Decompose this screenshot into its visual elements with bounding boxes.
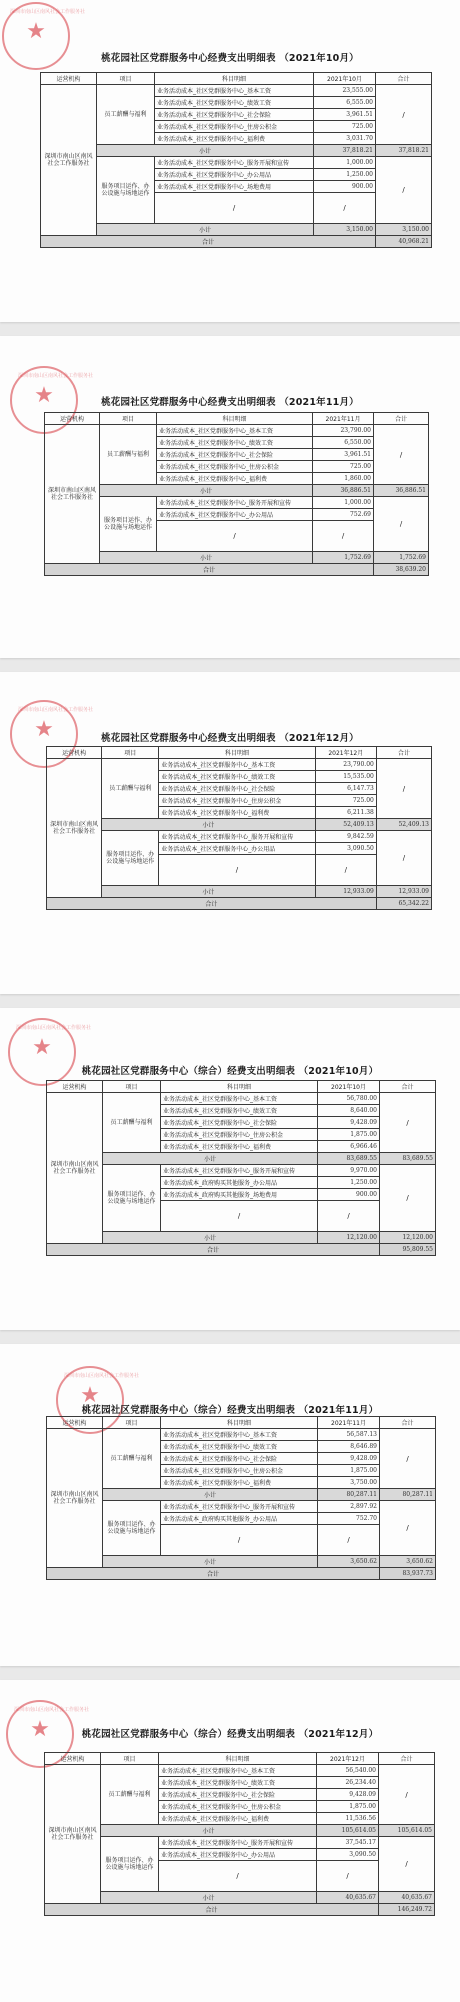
- subtotal-row: [47, 886, 432, 898]
- line-item-amount: 56,780.00: [318, 1093, 380, 1105]
- line-item-amount: 3,031.70: [314, 133, 376, 145]
- expense-table: [46, 1080, 436, 1256]
- line-item-amount: 23,555.00: [314, 85, 376, 97]
- line-item-name: 业务活动成本_社区党群服务中心_福利费: [159, 807, 315, 819]
- total-slash: /: [376, 831, 431, 886]
- line-item-name: 业务活动成本_社区党群服务中心_福利费: [161, 1141, 318, 1153]
- line-item-name: 业务活动成本_社区党群服务中心_服务开展和宣传: [159, 831, 315, 843]
- subtotal-total: 83,689.55: [380, 1153, 436, 1165]
- category-staff: 员工薪酬与福利: [97, 85, 155, 145]
- table-header: [47, 747, 432, 759]
- category-service: 服务项目运作、办公设施与场地运作: [101, 1837, 159, 1892]
- line-item-name: 业务活动成本_社区党群服务中心_住房公积金: [155, 121, 314, 133]
- grand-total-amount: 38,639.20: [374, 564, 429, 576]
- line-item-amount: 11,536.56: [317, 1813, 379, 1825]
- line-item-name: 业务活动成本_社区党群服务中心_社会保险: [161, 1453, 318, 1465]
- table-row: [47, 1165, 436, 1177]
- line-item-name: 业务活动成本_政府购买其他服务_办公用品: [161, 1513, 318, 1525]
- line-item-amount: 900.00: [318, 1189, 380, 1201]
- table-header: [45, 1753, 435, 1765]
- seal-text: 深圳市南山区南风社会工作服务社: [18, 373, 94, 379]
- line-item-name: 业务活动成本_社区党群服务中心_基本工资: [161, 1093, 318, 1105]
- header-total: 合计: [380, 1081, 436, 1093]
- subtotal-total: 3,650.62: [380, 1556, 436, 1568]
- line-item-name: 业务活动成本_社区党群服务中心_绩效工资: [159, 771, 315, 783]
- total-label: 合计: [45, 564, 374, 576]
- line-item-name: 业务活动成本_社区党群服务中心_基本工资: [159, 1765, 317, 1777]
- subtotal-amount: 1,752.69: [313, 552, 374, 564]
- line-item-amount: 3,961.51: [314, 109, 376, 121]
- header-org: 运营机构: [47, 747, 102, 759]
- line-item-name: 业务活动成本_社区党群服务中心_社会保险: [155, 109, 314, 121]
- line-item-amount: 1,250.00: [318, 1177, 380, 1189]
- subtotal-label: 小计: [101, 1825, 317, 1837]
- grand-total-amount: 95,809.55: [380, 1244, 436, 1256]
- blank-slash: /: [313, 521, 374, 552]
- table-row: [47, 831, 432, 843]
- line-item-name: 业务活动成本_社区党群服务中心_社会保险: [159, 783, 315, 795]
- subtotal-label: 小计: [102, 886, 316, 898]
- blank-slash: /: [318, 1525, 380, 1556]
- line-item-amount: 752.70: [318, 1513, 380, 1525]
- subtotal-label: 小计: [103, 1489, 318, 1501]
- expense-table: [46, 746, 432, 910]
- line-item-amount: 6,555.00: [314, 97, 376, 109]
- category-service: 服务项目运作、办公设施与场地运作: [103, 1501, 161, 1556]
- subtotal-total: 1,752.69: [374, 552, 429, 564]
- total-label: 合计: [47, 1568, 380, 1580]
- subtotal-row: [47, 1489, 436, 1501]
- header-item: 项目: [103, 1417, 161, 1429]
- line-item-amount: 725.00: [314, 121, 376, 133]
- seal-text: 深圳市南山区南风社会工作服务社: [16, 1025, 92, 1031]
- seal-star-icon: ★: [34, 717, 54, 742]
- table-header: [45, 413, 429, 425]
- subtotal-label: 小计: [100, 552, 313, 564]
- line-item-name: 业务活动成本_社区党群服务中心_绩效工资: [157, 437, 313, 449]
- table-header: [41, 73, 432, 85]
- statement-page: [0, 336, 460, 658]
- grand-total-row: [45, 564, 429, 576]
- seal-star-icon: ★: [32, 1035, 52, 1060]
- operating-org: 深圳市南山区南风社会工作服务社: [45, 425, 100, 564]
- subtotal-row: [45, 1825, 435, 1837]
- subtotal-amount: 80,287.11: [318, 1489, 380, 1501]
- subtotal-amount: 37,818.21: [314, 145, 376, 157]
- line-item-name: 业务活动成本_社区党群服务中心_住房公积金: [157, 461, 313, 473]
- header-total: 合计: [380, 1417, 436, 1429]
- subtotal-total: 3,150.00: [376, 224, 432, 236]
- grand-total-amount: 40,968.21: [376, 236, 432, 248]
- line-item-name: 业务活动成本_社区党群服务中心_社会保险: [161, 1117, 318, 1129]
- header-org: 运营机构: [45, 413, 100, 425]
- line-item-name: 业务活动成本_政府购买其他服务_办公用品: [161, 1177, 318, 1189]
- blank-slash: /: [314, 193, 376, 224]
- line-item-name: 业务活动成本_政府购买其他服务_场地费用: [161, 1189, 318, 1201]
- line-item-name: 业务活动成本_社区党群服务中心_绩效工资: [161, 1105, 318, 1117]
- line-item-amount: 1,875.00: [318, 1129, 380, 1141]
- category-service: 服务项目运作、办公设施与场地运作: [97, 157, 155, 224]
- header-month: 2021年12月: [317, 1753, 379, 1765]
- subtotal-total: 105,614.05: [379, 1825, 435, 1837]
- line-item-amount: 1,860.00: [313, 473, 374, 485]
- line-item-amount: 1,875.00: [317, 1801, 379, 1813]
- line-item-amount: 6,211.38: [315, 807, 376, 819]
- grand-total-row: [45, 1904, 435, 1916]
- subtotal-total: 37,818.21: [376, 145, 432, 157]
- line-item-name: 业务活动成本_社区党群服务中心_住房公积金: [161, 1129, 318, 1141]
- line-item-amount: 23,790.00: [315, 759, 376, 771]
- header-month: 2021年10月: [318, 1081, 380, 1093]
- line-item-amount: 56,587.13: [318, 1429, 380, 1441]
- blank-slash: /: [315, 855, 376, 886]
- expense-table: [46, 1416, 436, 1580]
- header-detail: 科目明细: [161, 1417, 318, 1429]
- seal-text: 深圳市南山区南风社会工作服务社: [10, 9, 86, 15]
- header-detail: 科目明细: [157, 413, 313, 425]
- statement-page: [0, 672, 460, 994]
- subtotal-amount: 105,614.05: [317, 1825, 379, 1837]
- subtotal-amount: 36,886.51: [313, 485, 374, 497]
- header-month: 2021年12月: [315, 747, 376, 759]
- blank-slash: /: [157, 521, 313, 552]
- category-staff: 员工薪酬与福利: [101, 1765, 159, 1825]
- subtotal-label: 小计: [97, 224, 314, 236]
- total-slash: /: [376, 759, 431, 819]
- grand-total-amount: 146,249.72: [379, 1904, 435, 1916]
- line-item-amount: 56,540.00: [317, 1765, 379, 1777]
- header-total: 合计: [376, 747, 431, 759]
- seal-star-icon: ★: [34, 383, 54, 408]
- category-staff: 员工薪酬与福利: [102, 759, 159, 819]
- subtotal-total: 40,635.67: [379, 1892, 435, 1904]
- line-item-amount: 725.00: [313, 461, 374, 473]
- blank-slash: /: [318, 1201, 380, 1232]
- line-item-name: 业务活动成本_社区党群服务中心_基本工资: [161, 1429, 318, 1441]
- header-detail: 科目明细: [159, 747, 315, 759]
- total-slash: /: [379, 1837, 435, 1892]
- header-org: 运营机构: [41, 73, 97, 85]
- subtotal-amount: 12,933.09: [315, 886, 376, 898]
- header-total: 合计: [374, 413, 429, 425]
- header-detail: 科目明细: [155, 73, 314, 85]
- category-service: 服务项目运作、办公设施与场地运作: [103, 1165, 161, 1232]
- statement-title: 桃花园社区党群服务中心（综合）经费支出明细表 （2021年12月）: [81, 1729, 379, 1740]
- line-item-amount: 26,234.40: [317, 1777, 379, 1789]
- total-slash: /: [374, 425, 429, 485]
- statement-page: [0, 1680, 460, 2002]
- total-slash: /: [374, 497, 429, 552]
- line-item-amount: 8,646.89: [318, 1441, 380, 1453]
- total-slash: /: [380, 1429, 436, 1489]
- grand-total-amount: 83,937.73: [380, 1568, 436, 1580]
- category-service: 服务项目运作、办公设施与场地运作: [100, 497, 157, 552]
- total-slash: /: [380, 1093, 436, 1153]
- line-item-name: 业务活动成本_社区党群服务中心_绩效工资: [161, 1441, 318, 1453]
- seal-text: 深圳市南山区南风社会工作服务社: [14, 1707, 90, 1713]
- line-item-name: 业务活动成本_社区党群服务中心_绩效工资: [159, 1777, 317, 1789]
- header-detail: 科目明细: [159, 1753, 317, 1765]
- total-label: 合计: [47, 898, 377, 910]
- line-item-name: 业务活动成本_社区党群服务中心_福利费: [159, 1813, 317, 1825]
- statement-title: 桃花园社区党群服务中心经费支出明细表 （2021年10月）: [101, 53, 359, 64]
- line-item-amount: 9,428.09: [318, 1453, 380, 1465]
- line-item-amount: 1,875.00: [318, 1465, 380, 1477]
- subtotal-label: 小计: [103, 1232, 318, 1244]
- line-item-name: 业务活动成本_社区党群服务中心_办公用品: [159, 1849, 317, 1861]
- subtotal-amount: 83,689.55: [318, 1153, 380, 1165]
- subtotal-total: 52,409.13: [376, 819, 431, 831]
- line-item-name: 业务活动成本_社区党群服务中心_社会保险: [159, 1789, 317, 1801]
- table-header: [47, 1417, 436, 1429]
- subtotal-total: 12,120.00: [380, 1232, 436, 1244]
- header-item: 项目: [101, 1753, 159, 1765]
- header-total: 合计: [379, 1753, 435, 1765]
- line-item-name: 业务活动成本_社区党群服务中心_住房公积金: [159, 1801, 317, 1813]
- line-item-amount: 6,147.73: [315, 783, 376, 795]
- line-item-name: 业务活动成本_社区党群服务中心_住房公积金: [159, 795, 315, 807]
- header-item: 项目: [102, 747, 159, 759]
- line-item-amount: 3,090.50: [315, 843, 376, 855]
- subtotal-total: 12,933.09: [376, 886, 431, 898]
- line-item-amount: 900.00: [314, 181, 376, 193]
- expense-table: [44, 1752, 435, 1916]
- line-item-name: 业务活动成本_社区党群服务中心_服务开展和宣传: [155, 157, 314, 169]
- line-item-amount: 9,842.59: [315, 831, 376, 843]
- expense-table: [40, 72, 432, 248]
- header-item: 项目: [97, 73, 155, 85]
- table-header: [47, 1081, 436, 1093]
- subtotal-row: [45, 1892, 435, 1904]
- seal-text: 深圳市南山区南风社会工作服务社: [64, 1373, 140, 1379]
- subtotal-amount: 3,650.62: [318, 1556, 380, 1568]
- subtotal-row: [47, 1232, 436, 1244]
- table-row: [47, 1093, 436, 1105]
- subtotal-row: [41, 145, 432, 157]
- header-total: 合计: [376, 73, 432, 85]
- line-item-name: 业务活动成本_社区党群服务中心_基本工资: [159, 759, 315, 771]
- subtotal-row: [47, 1556, 436, 1568]
- subtotal-label: 小计: [103, 1556, 318, 1568]
- expense-table: [44, 412, 429, 576]
- category-staff: 员工薪酬与福利: [100, 425, 157, 485]
- subtotal-row: [45, 552, 429, 564]
- total-label: 合计: [41, 236, 376, 248]
- line-item-name: 业务活动成本_社区党群服务中心_办公用品: [159, 843, 315, 855]
- subtotal-row: [47, 819, 432, 831]
- statement-title: 桃花园社区党群服务中心经费支出明细表 （2021年11月）: [101, 397, 359, 408]
- seal-star-icon: ★: [26, 19, 46, 44]
- blank-slash: /: [155, 193, 314, 224]
- table-row: [45, 1837, 435, 1849]
- grand-total-row: [41, 236, 432, 248]
- seal-text: 深圳市南山区南风社会工作服务社: [18, 707, 94, 713]
- statement-page: [0, 1344, 460, 1666]
- seal-star-icon: ★: [80, 1383, 100, 1408]
- subtotal-row: [45, 485, 429, 497]
- blank-slash: /: [317, 1861, 379, 1892]
- subtotal-label: 小计: [100, 485, 313, 497]
- subtotal-row: [41, 224, 432, 236]
- total-slash: /: [376, 85, 432, 145]
- total-slash: /: [379, 1765, 435, 1825]
- subtotal-total: 80,287.11: [380, 1489, 436, 1501]
- table-row: [47, 759, 432, 771]
- line-item-amount: 37,545.17: [317, 1837, 379, 1849]
- line-item-name: 业务活动成本_社区党群服务中心_办公用品: [155, 169, 314, 181]
- operating-org: 深圳市南山区南风社会工作服务社: [47, 1093, 103, 1244]
- line-item-name: 业务活动成本_社区党群服务中心_服务开展和宣传: [157, 497, 313, 509]
- subtotal-total: 36,886.51: [374, 485, 429, 497]
- line-item-name: 业务活动成本_社区党群服务中心_基本工资: [155, 85, 314, 97]
- line-item-name: 业务活动成本_社区党群服务中心_服务开展和宣传: [161, 1501, 318, 1513]
- line-item-name: 业务活动成本_社区党群服务中心_服务开展和宣传: [161, 1165, 318, 1177]
- subtotal-amount: 12,120.00: [318, 1232, 380, 1244]
- total-label: 合计: [45, 1904, 379, 1916]
- operating-org: 深圳市南山区南风社会工作服务社: [47, 759, 102, 898]
- table-row: [41, 157, 432, 169]
- line-item-name: 业务活动成本_社区党群服务中心_福利费: [155, 133, 314, 145]
- table-row: [45, 497, 429, 509]
- line-item-amount: 9,428.09: [317, 1789, 379, 1801]
- line-item-name: 业务活动成本_社区党群服务中心_场地费用: [155, 181, 314, 193]
- line-item-name: 业务活动成本_社区党群服务中心_办公用品: [157, 509, 313, 521]
- line-item-amount: 23,790.00: [313, 425, 374, 437]
- statement-title: 桃花园社区党群服务中心（综合）经费支出明细表 （2021年10月）: [81, 1066, 379, 1077]
- header-org: 运营机构: [45, 1753, 101, 1765]
- line-item-amount: 1,000.00: [314, 157, 376, 169]
- total-slash: /: [376, 157, 432, 224]
- line-item-name: 业务活动成本_社区党群服务中心_服务开展和宣传: [159, 1837, 317, 1849]
- line-item-amount: 3,090.50: [317, 1849, 379, 1861]
- line-item-amount: 9,970.00: [318, 1165, 380, 1177]
- header-item: 项目: [103, 1081, 161, 1093]
- line-item-amount: 1,000.00: [313, 497, 374, 509]
- table-row: [47, 1501, 436, 1513]
- grand-total-row: [47, 898, 432, 910]
- header-month: 2021年11月: [313, 413, 374, 425]
- grand-total-amount: 65,342.22: [376, 898, 431, 910]
- total-slash: /: [380, 1501, 436, 1556]
- total-slash: /: [380, 1165, 436, 1232]
- line-item-name: 业务活动成本_社区党群服务中心_福利费: [157, 473, 313, 485]
- header-item: 项目: [100, 413, 157, 425]
- line-item-amount: 8,640.00: [318, 1105, 380, 1117]
- line-item-amount: 3,750.00: [318, 1477, 380, 1489]
- line-item-amount: 6,966.46: [318, 1141, 380, 1153]
- statement-page: [0, 0, 460, 322]
- subtotal-label: 小计: [101, 1892, 317, 1904]
- table-row: [41, 85, 432, 97]
- line-item-amount: 752.69: [313, 509, 374, 521]
- header-month: 2021年11月: [318, 1417, 380, 1429]
- grand-total-row: [47, 1244, 436, 1256]
- operating-org: 深圳市南山区南风社会工作服务社: [41, 85, 97, 236]
- line-item-amount: 9,428.09: [318, 1117, 380, 1129]
- statement-page: [0, 1008, 460, 1330]
- subtotal-label: 小计: [97, 145, 314, 157]
- table-row: [47, 1429, 436, 1441]
- line-item-amount: 725.00: [315, 795, 376, 807]
- subtotal-amount: 3,150.00: [314, 224, 376, 236]
- line-item-amount: 2,897.92: [318, 1501, 380, 1513]
- header-month: 2021年10月: [314, 73, 376, 85]
- line-item-amount: 15,535.00: [315, 771, 376, 783]
- table-row: [45, 425, 429, 437]
- blank-slash: /: [159, 1861, 317, 1892]
- operating-org: 深圳市南山区南风社会工作服务社: [47, 1429, 103, 1568]
- subtotal-amount: 40,635.67: [317, 1892, 379, 1904]
- header-detail: 科目明细: [161, 1081, 318, 1093]
- table-row: [45, 1765, 435, 1777]
- blank-slash: /: [159, 855, 315, 886]
- category-service: 服务项目运作、办公设施与场地运作: [102, 831, 159, 886]
- line-item-name: 业务活动成本_社区党群服务中心_绩效工资: [155, 97, 314, 109]
- grand-total-row: [47, 1568, 436, 1580]
- blank-slash: /: [161, 1525, 318, 1556]
- header-org: 运营机构: [47, 1417, 103, 1429]
- line-item-name: 业务活动成本_社区党群服务中心_基本工资: [157, 425, 313, 437]
- category-staff: 员工薪酬与福利: [103, 1429, 161, 1489]
- subtotal-amount: 52,409.13: [315, 819, 376, 831]
- blank-slash: /: [161, 1201, 318, 1232]
- seal-star-icon: ★: [30, 1717, 50, 1742]
- line-item-name: 业务活动成本_社区党群服务中心_住房公积金: [161, 1465, 318, 1477]
- category-staff: 员工薪酬与福利: [103, 1093, 161, 1153]
- operating-org: 深圳市南山区南风社会工作服务社: [45, 1765, 101, 1904]
- line-item-name: 业务活动成本_社区党群服务中心_社会保险: [157, 449, 313, 461]
- subtotal-label: 小计: [103, 1153, 318, 1165]
- statement-title: 桃花园社区党群服务中心（综合）经费支出明细表 （2021年11月）: [81, 1405, 379, 1416]
- header-org: 运营机构: [47, 1081, 103, 1093]
- line-item-amount: 1,250.00: [314, 169, 376, 181]
- subtotal-row: [47, 1153, 436, 1165]
- statement-title: 桃花园社区党群服务中心经费支出明细表 （2021年12月）: [101, 733, 359, 744]
- line-item-name: 业务活动成本_社区党群服务中心_福利费: [161, 1477, 318, 1489]
- subtotal-label: 小计: [102, 819, 316, 831]
- line-item-amount: 3,961.51: [313, 449, 374, 461]
- total-label: 合计: [47, 1244, 380, 1256]
- line-item-amount: 6,550.00: [313, 437, 374, 449]
